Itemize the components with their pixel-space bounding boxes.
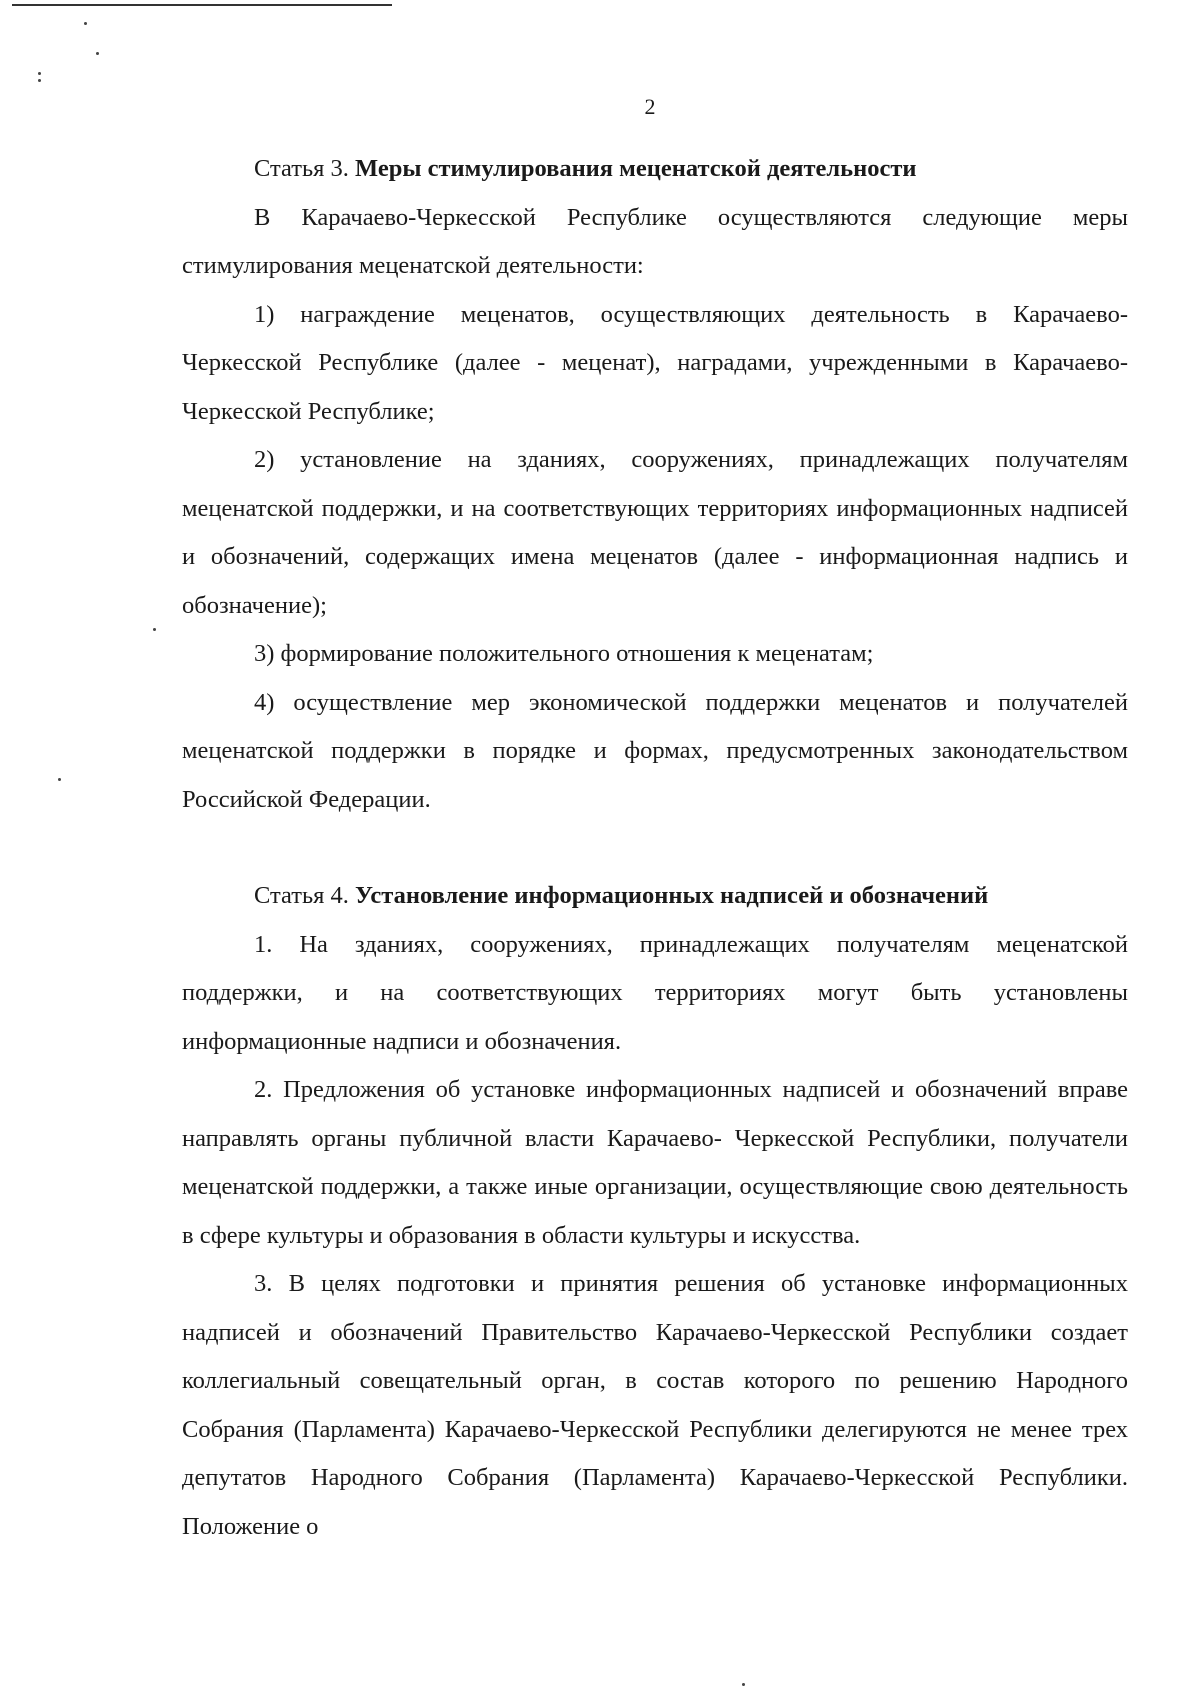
- scan-speck: [38, 72, 41, 75]
- article-4-heading: [182, 872, 1128, 921]
- article-3-paragraph: В Карачаево-Черкесской Республике осуществляются следующие меры стимулирования меценатской деятельности:: [182, 203, 1128, 279]
- scan-speck: [84, 22, 87, 25]
- page-number: 2: [644, 94, 656, 119]
- section-gap: [182, 824, 1128, 872]
- scan-artifact-rule: [12, 4, 392, 6]
- article-4-clause-2: 2. Предложения об установке информационных надписей и обозначений вправе направлять органы публичной власти Карачаево- Черкесской Республики, получатели меценатской поддержки, а также иные организации, осуществляющие свою деятельность в сфере культуры и образования в области культуры и искусства.: [182, 1076, 1128, 1249]
- article-3-item-1: 1) награждение меценатов, осуществляющих деятельность в Карачаево-Черкесской Республике (далее - меценат), наградами, учрежденными в Карачаево-Черкесской Республике;: [182, 300, 1128, 425]
- scan-speck: [38, 79, 41, 82]
- article-4-clause-1: 1. На зданиях, сооружениях, принадлежащих получателям меценатской поддержки, и на соответствующих территориях могут быть установлены информационные надписи и обозначения.: [182, 930, 1128, 1055]
- scan-speck: [153, 628, 156, 631]
- scan-speck: [96, 52, 99, 55]
- article-3-title: Меры стимулирования меценатской деятельности: [355, 155, 917, 182]
- document-body: [182, 145, 1128, 1551]
- article-4-clause-3: 3. В целях подготовки и принятия решения об установке информационных надписей и обозначений Правительство Карачаево-Черкесской Республики создает коллегиальный совещательный орган, в состав которого по решению Народного Собрания (Парламента) Карачаево-Черкесской Республики делегируются не менее трех депутатов Народного Собрания (Парламента) Карачаево-Черкесской Республики. Положение о: [182, 1270, 1128, 1540]
- article-3-heading: [182, 145, 1128, 194]
- article-4-title: Установление информационных надписей и обозначений: [355, 882, 989, 909]
- scan-speck: [58, 778, 61, 781]
- scan-speck: [742, 1683, 745, 1686]
- article-3-prefix: Статья 3.: [254, 155, 349, 182]
- article-3-item-3: 3) формирование положительного отношения к меценатам;: [254, 640, 874, 667]
- article-3-item-4: 4) осуществление мер экономической поддержки меценатов и получателей меценатской поддержки в порядке и формах, предусмотренных законодательством Российской Федерации.: [182, 688, 1128, 813]
- article-3-item-2: 2) установление на зданиях, сооружениях, принадлежащих получателям меценатской поддержки, и на соответствующих территориях информационных надписей и обозначений, содержащих имена меценатов (далее - информационная надпись и обозначение);: [182, 446, 1128, 619]
- article-4-prefix: Статья 4.: [254, 882, 349, 909]
